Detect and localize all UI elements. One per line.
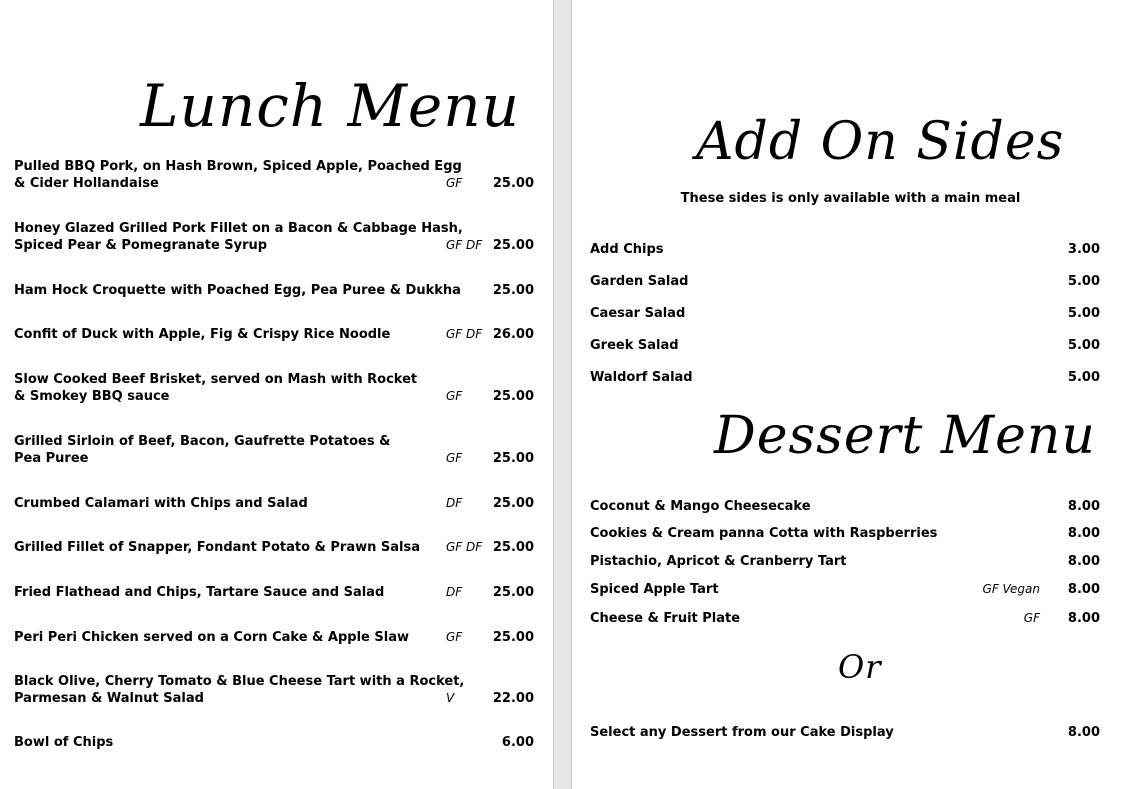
lunch-page [0,0,553,789]
lunch-item-price: 25.00 [492,389,534,404]
sides-title: Add On Sides [696,112,1065,172]
lunch-item [14,371,534,405]
lunch-item-tag: GF [446,389,463,403]
lunch-item-line: Pea Puree [14,451,89,466]
lunch-item-line: Grilled Sirloin of Beef, Bacon, Gaufrette Potatoes & [14,434,391,449]
lunch-item-price: 25.00 [492,176,534,191]
side-item-name: Waldorf Salad [590,370,693,385]
dessert-item-name: Coconut & Mango Cheesecake [590,499,811,514]
lunch-item-tag: GF [446,451,463,465]
lunch-item [14,158,534,192]
lunch-item-line: Peri Peri Chicken served on a Corn Cake & Apple Slaw [14,630,409,645]
lunch-item-price: 25.00 [492,496,534,511]
lunch-item [14,734,534,751]
lunch-item-line: Bowl of Chips [14,735,114,750]
or-label: Or [838,648,882,686]
lunch-item [14,326,534,343]
lunch-item [14,629,534,646]
lunch-item-line: Parmesan & Walnut Salad [14,691,204,706]
side-item-name: Greek Salad [590,338,679,353]
sides-note: These sides is only available with a main meal [680,191,1021,206]
lunch-item-price: 25.00 [492,630,534,645]
lunch-item-price: 25.00 [492,238,534,253]
lunch-item-price: 25.00 [492,283,534,298]
dessert-item [590,581,1100,598]
side-item [590,241,1100,258]
lunch-item [14,282,534,299]
lunch-menu-title: Lunch Menu [140,72,520,140]
side-item-price: 5.00 [1067,370,1100,385]
side-item [590,369,1100,386]
lunch-item-line: Fried Flathead and Chips, Tartare Sauce and Salad [14,585,385,600]
side-item-price: 5.00 [1067,306,1100,321]
dessert-item-tag: GF Vegan [982,582,1040,596]
lunch-item-line: Spiced Pear & Pomegranate Syrup [14,238,268,253]
lunch-item-tag: DF [446,496,463,510]
lunch-item-price: 26.00 [492,327,534,342]
lunch-item-line: Black Olive, Cherry Tomato & Blue Cheese Tart with a Rocket, [14,674,465,689]
dessert-item-price: 8.00 [1067,611,1100,626]
dessert-item [590,610,1100,627]
side-item-price: 5.00 [1067,274,1100,289]
lunch-item-line: Grilled Fillet of Snapper, Fondant Potato & Prawn Salsa [14,540,420,555]
lunch-item-line: Slow Cooked Beef Brisket, served on Mash with Rocket [14,372,418,387]
lunch-item-line: & Cider Hollandaise [14,176,159,191]
lunch-item [14,220,534,254]
side-item-name: Garden Salad [590,274,689,289]
dessert-item-name: Spiced Apple Tart [590,582,719,597]
lunch-item-line: Confit of Duck with Apple, Fig & Crispy Rice Noodle [14,327,391,342]
side-item-price: 3.00 [1067,242,1100,257]
lunch-item-line: Crumbed Calamari with Chips and Salad [14,496,308,511]
lunch-item-price: 25.00 [492,585,534,600]
lunch-item [14,584,534,601]
lunch-item-price: 6.00 [501,735,534,750]
dessert-item-name: Cheese & Fruit Plate [590,611,741,626]
cake-display-item [590,724,1100,741]
dessert-item-tag: GF [1023,611,1040,625]
lunch-item-tag: DF [446,585,463,599]
dessert-item [590,498,1100,515]
lunch-item-line: & Smokey BBQ sauce [14,389,170,404]
lunch-item-tag: GF DF [446,327,483,341]
page-gutter [553,0,572,789]
side-item [590,305,1100,322]
dessert-item-price: 8.00 [1067,526,1100,541]
dessert-item-price: 8.00 [1067,499,1100,514]
dessert-item-name: Cookies & Cream panna Cotta with Raspberries [590,526,938,541]
sides-dessert-page [572,0,1129,789]
lunch-item [14,539,534,556]
lunch-item-price: 25.00 [492,540,534,555]
lunch-item-line: Honey Glazed Grilled Pork Fillet on a Bacon & Cabbage Hash, [14,221,463,236]
dessert-title: Dessert Menu [714,406,1096,466]
cake-display-name: Select any Dessert from our Cake Display [590,725,894,740]
cake-display-price: 8.00 [1067,725,1100,740]
side-item-name: Caesar Salad [590,306,686,321]
lunch-item-tag: GF [446,630,463,644]
dessert-item-price: 8.00 [1067,582,1100,597]
lunch-item-tag: GF DF [446,540,483,554]
dessert-item [590,525,1100,542]
lunch-item-line: Pulled BBQ Pork, on Hash Brown, Spiced Apple, Poached Egg [14,159,462,174]
dessert-item [590,553,1100,570]
side-item [590,337,1100,354]
lunch-item [14,673,534,707]
lunch-item-tag: GF [446,176,463,190]
lunch-item-tag: V [446,691,455,705]
side-item-price: 5.00 [1067,338,1100,353]
side-item-name: Add Chips [590,242,664,257]
dessert-item-price: 8.00 [1067,554,1100,569]
dessert-item-name: Pistachio, Apricot & Cranberry Tart [590,554,847,569]
lunch-item [14,433,534,467]
lunch-item-price: 22.00 [492,691,534,706]
side-item [590,273,1100,290]
lunch-item-price: 25.00 [492,451,534,466]
lunch-item-tag: GF DF [446,238,483,252]
lunch-item-line: Ham Hock Croquette with Poached Egg, Pea Puree & Dukkha [14,283,461,298]
lunch-item [14,495,534,512]
